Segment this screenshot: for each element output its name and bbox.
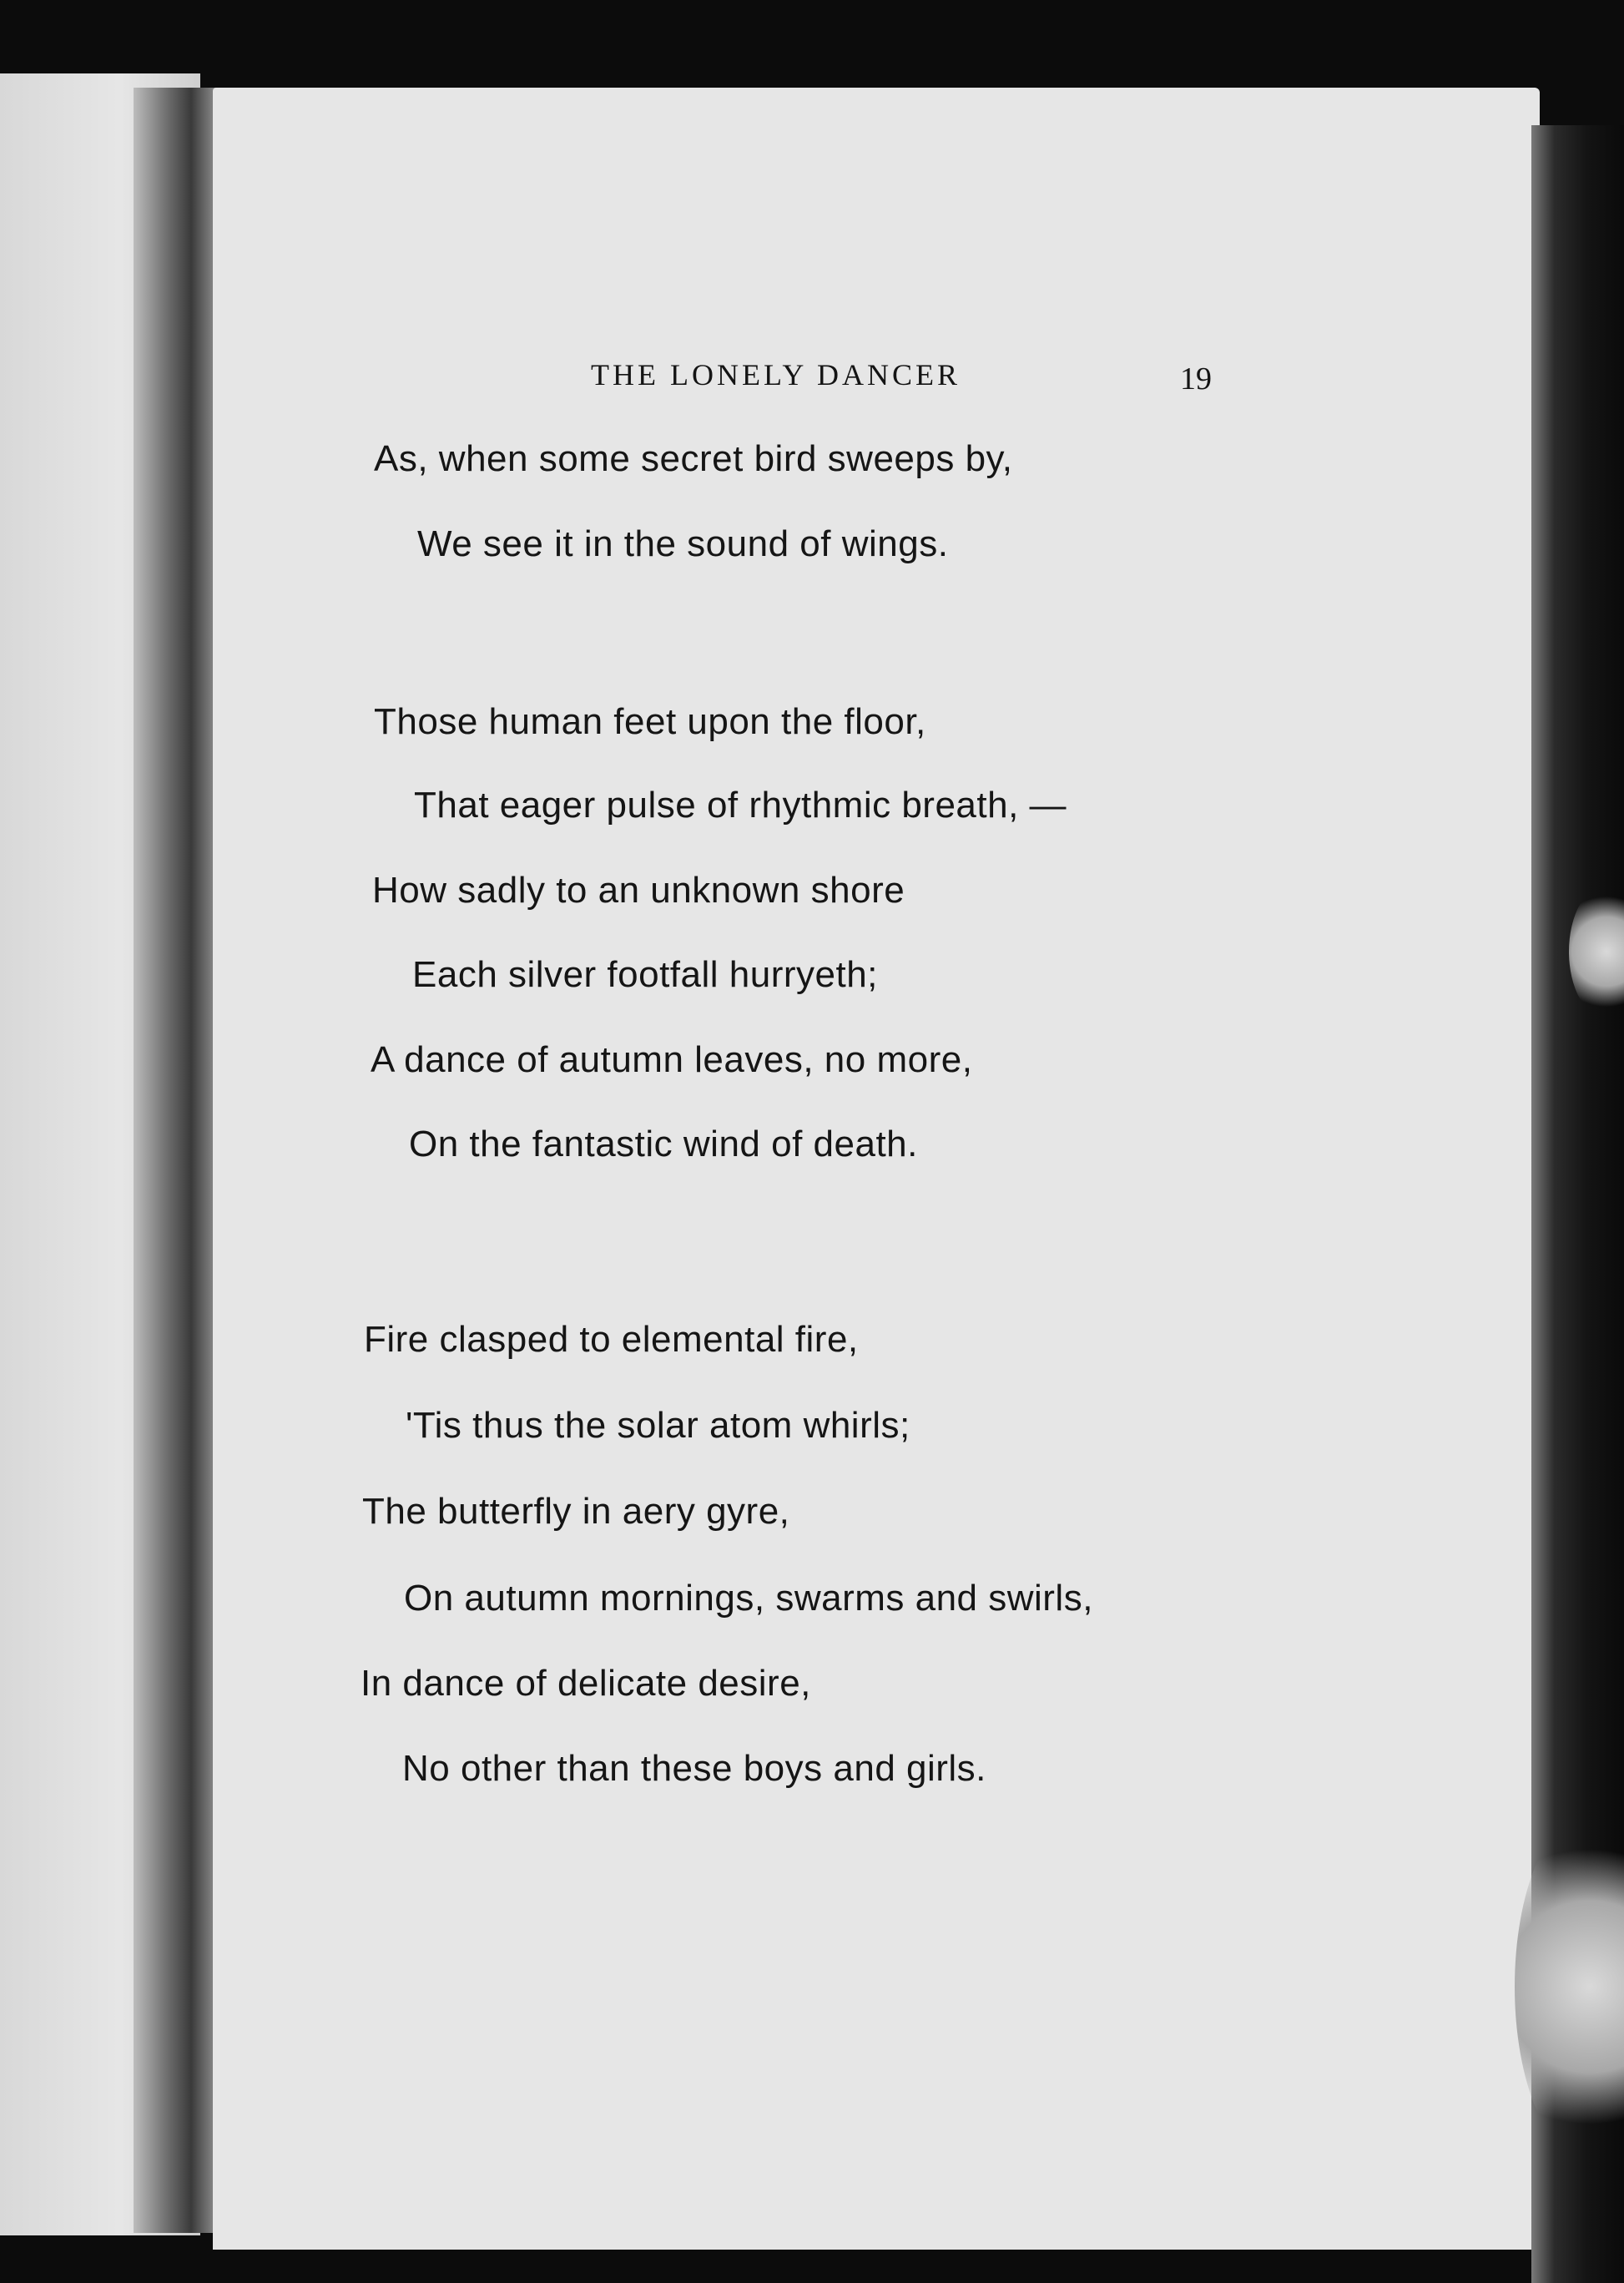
poem-line: No other than these boys and girls. bbox=[402, 1748, 986, 1789]
poem-line: That eager pulse of rhythmic breath, — bbox=[414, 785, 1067, 826]
poem-line: In dance of delicate desire, bbox=[361, 1663, 811, 1704]
running-head: THE LONELY DANCER bbox=[591, 358, 961, 391]
poem-line: 'Tis thus the solar atom whirls; bbox=[406, 1405, 910, 1446]
page-number: 19 bbox=[1180, 361, 1212, 396]
poem-line: A dance of autumn leaves, no more, bbox=[371, 1039, 973, 1080]
poem-line: Those human feet upon the floor, bbox=[374, 701, 926, 742]
poem-line: How sadly to an unknown shore bbox=[372, 870, 905, 911]
poem-line: On the fantastic wind of death. bbox=[409, 1124, 918, 1164]
poem-line: Fire clasped to elemental fire, bbox=[364, 1319, 859, 1360]
poem-line: Each silver footfall hurryeth; bbox=[412, 954, 878, 995]
poem-line: The butterfly in aery gyre, bbox=[362, 1491, 790, 1532]
poem-line: We see it in the sound of wings. bbox=[417, 523, 949, 564]
poem-line: On autumn mornings, swarms and swirls, bbox=[404, 1578, 1093, 1619]
poem-line: As, when some secret bird sweeps by, bbox=[374, 438, 1013, 479]
